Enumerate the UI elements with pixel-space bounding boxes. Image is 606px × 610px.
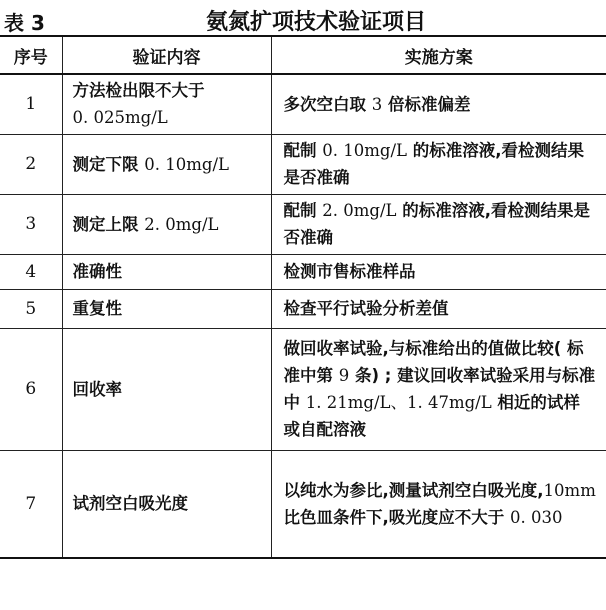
column-header-item: 验证内容 — [62, 36, 271, 74]
row-plan — [271, 74, 606, 134]
table-number: 表 3 — [4, 11, 45, 35]
table-row — [0, 194, 606, 254]
plan-text: 做回收率试验,与标准给出的值做比较( 标准中第 — [283, 339, 584, 385]
item-text: 方法检出限不大于 — [72, 81, 205, 101]
row-item — [62, 134, 271, 194]
row-number: 4 — [0, 254, 62, 289]
item-text: 测定上限 — [72, 214, 139, 234]
row-plan — [271, 134, 606, 194]
row-number: 1 — [0, 74, 62, 134]
row-plan: 检查平行试验分析差值 — [271, 289, 606, 328]
plan-number-2: 1. 21mg/L、1. 47mg/L — [305, 393, 492, 412]
item-value: 2. 0mg/L — [144, 214, 219, 234]
plan-number-2: 0. 030 — [510, 507, 563, 527]
item-value: 0. 10mg/L — [144, 154, 229, 174]
header-row — [0, 36, 606, 74]
row-number: 2 — [0, 134, 62, 194]
column-header-plan: 实施方案 — [271, 36, 606, 74]
plan-text: 多次空白取 — [283, 94, 366, 114]
table-row — [0, 74, 606, 134]
plan-text-mid: 条) ; 建议回收率试验采用与标准中 — [283, 366, 596, 412]
plan-number: 9 — [338, 366, 350, 385]
row-number: 5 — [0, 289, 62, 328]
row-item — [62, 194, 271, 254]
plan-number: 2. 0mg/L — [322, 201, 397, 220]
plan-text-mid: 比色皿条件下,吸光度应不大于 — [283, 507, 505, 527]
row-plan — [271, 450, 606, 558]
row-number: 3 — [0, 194, 62, 254]
row-item: 试剂空白吸光度 — [62, 450, 271, 558]
plan-number: 0. 10mg/L — [322, 141, 407, 160]
plan-text: 配制 — [283, 201, 317, 220]
table-title: 氨氮扩项技术验证项目 — [205, 10, 426, 35]
plan-text: 配制 — [283, 141, 317, 160]
table-row — [0, 450, 606, 558]
row-item: 准确性 — [62, 254, 271, 289]
plan-number: 10mm — [543, 480, 596, 500]
column-header-no: 序号 — [0, 36, 62, 74]
table-row — [0, 328, 606, 450]
row-plan — [271, 328, 606, 450]
plan-text-end: 倍标准偏差 — [388, 94, 471, 114]
verification-table — [0, 35, 606, 559]
row-number: 7 — [0, 450, 62, 558]
row-item: 重复性 — [62, 289, 271, 328]
row-plan — [271, 194, 606, 254]
plan-text: 以纯水为参比,测量试剂空白吸光度, — [283, 480, 544, 500]
row-item: 回收率 — [62, 328, 271, 450]
plan-text-end: 的标准溶液,看检测结果是否准确 — [283, 201, 590, 247]
row-plan: 检测市售标准样品 — [271, 254, 606, 289]
table-row — [0, 289, 606, 328]
table-caption — [0, 0, 606, 40]
row-item — [62, 74, 271, 134]
plan-text-end: 的标准溶液,看检测结果是否准确 — [283, 141, 584, 187]
table-row — [0, 134, 606, 194]
plan-number: 3 — [371, 94, 383, 114]
table-row — [0, 254, 606, 289]
row-number: 6 — [0, 328, 62, 450]
item-value: 0. 025mg/L — [72, 108, 168, 128]
plan-text-end: 相近的试样或自配溶液 — [283, 393, 580, 439]
item-text: 测定下限 — [72, 154, 139, 174]
